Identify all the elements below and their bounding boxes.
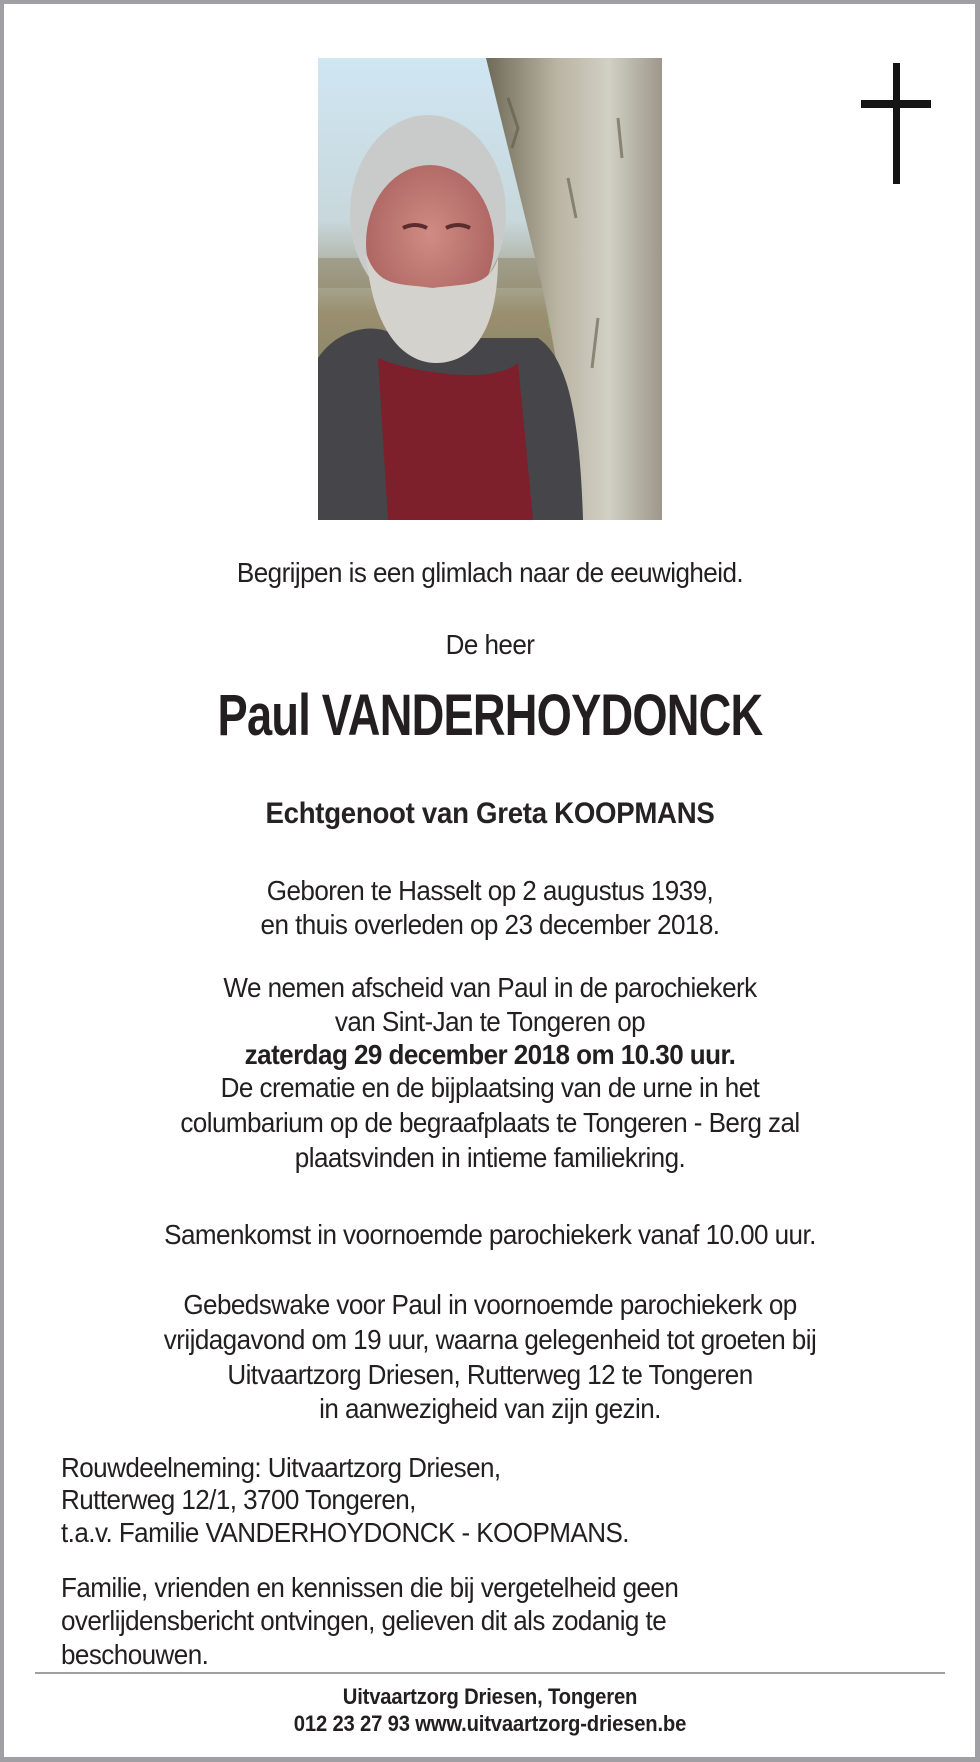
motto: Begrijpen is een glimlach naar de eeuwigheid. bbox=[236, 557, 744, 588]
ceremony-line: We nemen afscheid van Paul in de parochiekerk bbox=[223, 972, 757, 1003]
spouse-line: Echtgenoot van Greta KOOPMANS bbox=[265, 797, 715, 830]
vigil-line: Gebedswake voor Paul in voornoemde parochiekerk op bbox=[183, 1289, 797, 1320]
latin-cross-icon-arm bbox=[861, 100, 931, 108]
ceremony-line: van Sint-Jan te Tongeren op bbox=[334, 1006, 646, 1037]
footer-divider bbox=[35, 1672, 945, 1674]
ceremony-line: columbarium op de begraafplaats te Tongeren - Berg zal bbox=[180, 1107, 800, 1138]
condolence-line: Rutterweg 12/1, 3700 Tongeren, bbox=[61, 1484, 416, 1515]
condolence-line: Rouwdeelneming: Uitvaartzorg Driesen, bbox=[61, 1452, 501, 1483]
birth-line: Geboren te Hasselt op 2 augustus 1939, bbox=[266, 875, 714, 906]
notice-line: Familie, vrienden en kennissen die bij vergetelheid geen bbox=[61, 1572, 679, 1603]
footer-contact: 012 23 27 93 www.uitvaartzorg-driesen.be bbox=[293, 1711, 687, 1736]
vigil-line: in aanwezigheid van zijn gezin. bbox=[319, 1393, 661, 1424]
gathering-line: Samenkomst in voornoemde parochiekerk vanaf 10.00 uur. bbox=[164, 1219, 816, 1250]
ceremony-line: De crematie en de bijplaatsing van de urne in het bbox=[220, 1072, 760, 1103]
footer-company: Uitvaartzorg Driesen, Tongeren bbox=[342, 1684, 638, 1709]
ceremony-line: plaatsvinden in intieme familiekring. bbox=[294, 1142, 686, 1173]
ceremony-date: zaterdag 29 december 2018 om 10.30 uur. bbox=[244, 1039, 736, 1070]
portrait-photo bbox=[318, 58, 662, 520]
condolence-line: t.a.v. Familie VANDERHOYDONCK - KOOPMANS. bbox=[61, 1517, 629, 1548]
vigil-line: Uitvaartzorg Driesen, Rutterweg 12 te Tongeren bbox=[227, 1359, 753, 1390]
latin-cross-icon bbox=[893, 63, 900, 184]
notice-line: beschouwen. bbox=[61, 1639, 209, 1670]
vigil-line: vrijdagavond om 19 uur, waarna gelegenheid tot groeten bij bbox=[163, 1324, 817, 1355]
notice-line: overlijdensbericht ontvingen, gelieven dit als zodanig te bbox=[61, 1605, 667, 1636]
deceased-name: Paul VANDERHOYDONCK bbox=[217, 683, 763, 748]
death-line: en thuis overleden op 23 december 2018. bbox=[260, 909, 720, 940]
title-prefix: De heer bbox=[445, 629, 535, 660]
